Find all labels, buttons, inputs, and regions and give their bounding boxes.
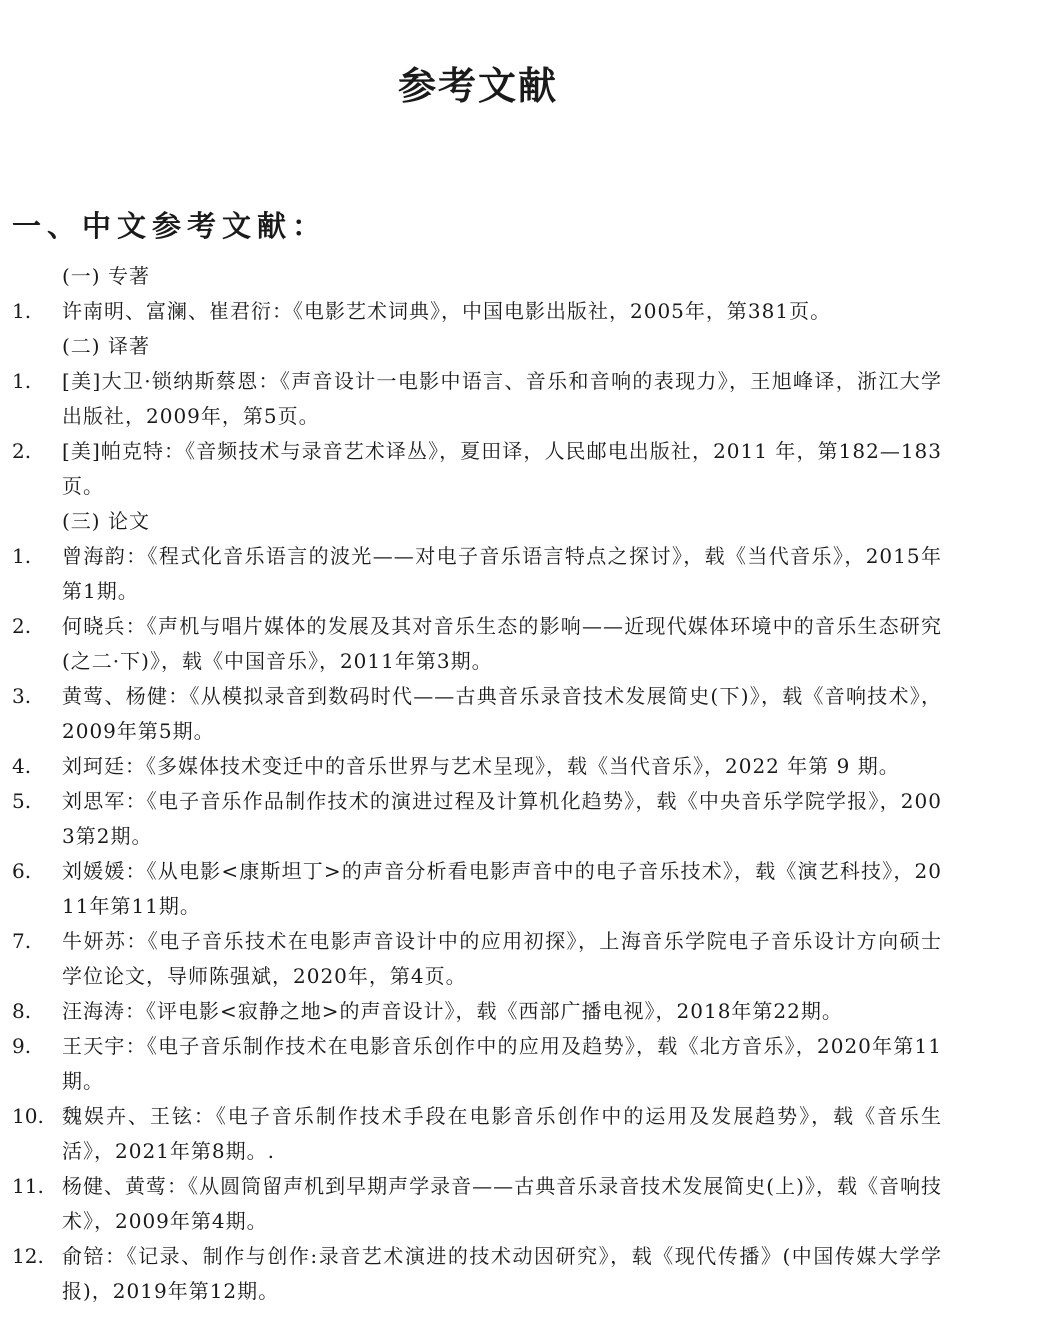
- reference-entry: [0, 924, 1062, 994]
- reference-entry: [0, 854, 1062, 924]
- reference-entry: [0, 1169, 1062, 1239]
- entry-number: 11.: [12, 1174, 44, 1198]
- entry-text: 黄莺、杨健：《从模拟录音到数码时代——古典音乐录音技术发展简史(下)》，载《音响技术》，2009年第5期。: [62, 684, 942, 743]
- reference-entry: [0, 609, 1062, 679]
- reference-entry: [0, 994, 1062, 1029]
- entry-text: 俞锫：《记录、制作与创作:录音艺术演进的技术动因研究》，载《现代传播》(中国传媒大学学报)，2019年第12期。: [62, 1244, 942, 1303]
- reference-entry: [0, 1239, 1062, 1309]
- reference-entry: [0, 784, 1062, 854]
- entry-text: 魏娱卉、王铉：《电子音乐制作技术手段在电影音乐创作中的运用及发展趋势》，载《音乐生活》，2021年第8期。.: [62, 1104, 942, 1163]
- reference-list: [0, 259, 1062, 1309]
- entry-text: 刘思军：《电子音乐作品制作技术的演进过程及计算机化趋势》，载《中央音乐学院学报》，2003第2期。: [62, 789, 942, 848]
- entry-text: 杨健、黄莺：《从圆筒留声机到早期声学录音——古典音乐录音技术发展简史(上)》，载《音响技术》，2009年第4期。: [62, 1174, 942, 1233]
- entry-number: 4.: [12, 754, 32, 778]
- entry-number: 1.: [12, 544, 32, 568]
- entry-number: 8.: [12, 999, 32, 1023]
- entry-number: 6.: [12, 859, 32, 883]
- entry-number: 1.: [12, 299, 32, 323]
- subsection-heading-translations: (二) 译著: [62, 334, 150, 358]
- subsection-heading-monographs: (一) 专著: [62, 264, 150, 288]
- entry-text: 刘珂廷：《多媒体技术变迁中的音乐世界与艺术呈现》，载《当代音乐》，2022 年第 9 期。: [62, 754, 900, 778]
- reference-entry: [0, 1029, 1062, 1099]
- entry-text: [美]大卫·锁纳斯蔡恩：《声音设计一电影中语言、音乐和音响的表现力》，王旭峰译，浙江大学出版社，2009年，第5页。: [62, 369, 942, 428]
- entry-text: 刘媛媛：《从电影<康斯坦丁>的声音分析看电影声音中的电子音乐技术》，载《演艺科技》，2011年第11期。: [62, 859, 942, 918]
- entry-text: 汪海涛：《评电影<寂静之地>的声音设计》，载《西部广播电视》，2018年第22期。: [62, 999, 843, 1023]
- page-title: 参考文献: [397, 64, 558, 108]
- entry-text: 王天宇：《电子音乐制作技术在电影音乐创作中的应用及趋势》，载《北方音乐》，2020年第11期。: [62, 1034, 942, 1093]
- reference-entry: [0, 364, 1062, 434]
- entry-text: 曾海韵：《程式化音乐语言的波光——对电子音乐语言特点之探讨》，载《当代音乐》，2015年第1期。: [62, 544, 942, 603]
- reference-entry: [0, 539, 1062, 609]
- entry-number: 12.: [12, 1244, 44, 1268]
- entry-number: 3.: [12, 684, 32, 708]
- entry-text: 牛妍苏：《电子音乐技术在电影声音设计中的应用初探》，上海音乐学院电子音乐设计方向硕士学位论文，导师陈强斌，2020年，第4页。: [62, 929, 942, 988]
- reference-entry: [0, 749, 1062, 784]
- entry-number: 9.: [12, 1034, 32, 1058]
- reference-entry: [0, 434, 1062, 504]
- entry-number: 10.: [12, 1104, 44, 1128]
- entry-text: 何晓兵：《声机与唱片媒体的发展及其对音乐生态的影响——近现代媒体环境中的音乐生态研究(之二·下)》，载《中国音乐》，2011年第3期。: [62, 614, 942, 673]
- entry-number: 2.: [12, 614, 32, 638]
- entry-number: 1.: [12, 369, 32, 393]
- reference-entry: [0, 679, 1062, 749]
- reference-entry: [0, 294, 1062, 329]
- section-heading: 一、中文参考文献：: [12, 209, 328, 243]
- entry-text: [美]帕克特：《音频技术与录音艺术译丛》，夏田译，人民邮电出版社，2011 年，第182—183页。: [62, 439, 942, 498]
- entry-text: 许南明、富澜、崔君衍：《电影艺术词典》，中国电影出版社，2005年，第381页。: [62, 299, 832, 323]
- entry-number: 7.: [12, 929, 32, 953]
- entry-number: 2.: [12, 439, 32, 463]
- entry-number: 5.: [12, 789, 32, 813]
- subsection-heading-papers: (三) 论文: [62, 509, 150, 533]
- reference-entry: [0, 1099, 1062, 1169]
